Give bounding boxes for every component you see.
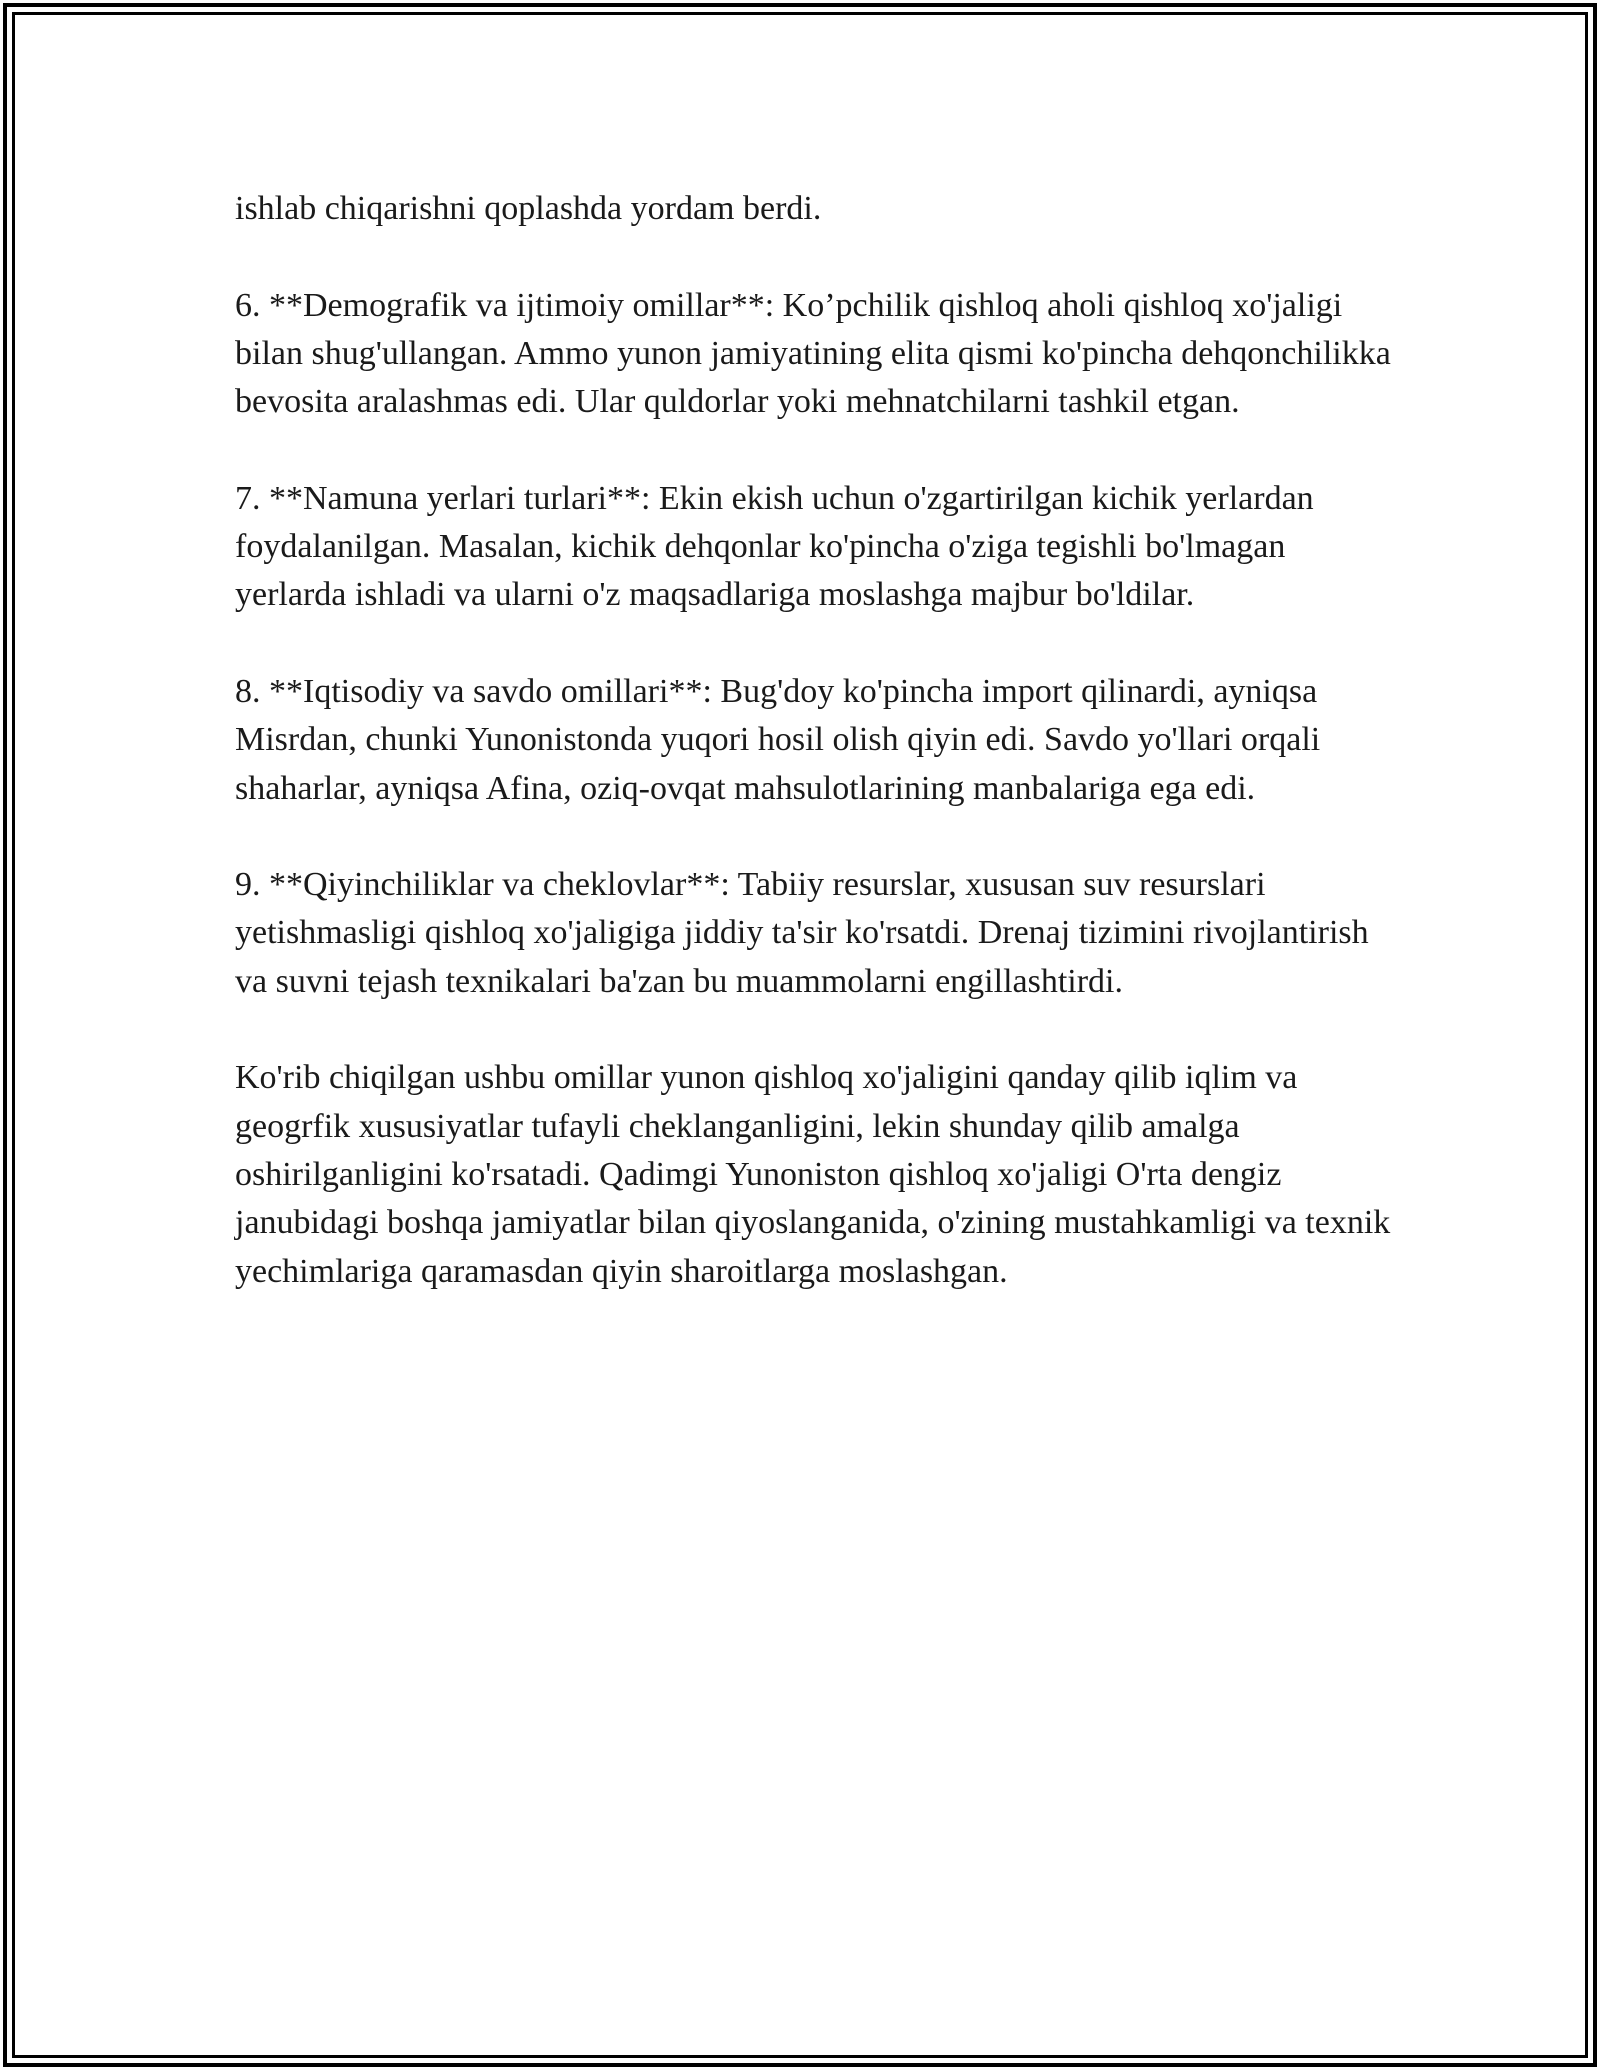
paragraph-continuation: ishlab chiqarishni qoplashda yordam berdi. — [235, 190, 822, 227]
paragraph-item-9: 9. **Qiyinchiliklar va cheklovlar**: Tabiiy resurslar, xususan suv resurslari yetishmasligi qishloq xo'jaligiga jiddiy ta'sir ko'rsatdi. Drenaj tizimini rivojlantirish va suvni tejash texnikalari ba'zan bu muammolarni engillashtirdi. — [235, 866, 1369, 1000]
paragraph-item-6: 6. **Demografik va ijtimoiy omillar**: Ko’pchilik qishloq aholi qishloq xo'jaligi bilan shug'ullangan. Ammo yunon jamiyatining elita qismi ko'pincha dehqonchilikka bevosita aralashmas edi. Ular quldorlar yoki mehnatchilarni tashkil etgan. — [235, 286, 1391, 421]
paragraph-conclusion: Ko'rib chiqilgan ushbu omillar yunon qishloq xo'jaligini qanday qilib iqlim va geogrfik xususiyatlar tufayli cheklanganligini, lekin shunday qilib amalga oshirilganligini ko'rsatadi. Qadimgi Yunoniston qishloq xo'jaligi O'rta dengiz janubidagi boshqa jamiyatlar bilan qiyoslanganida, o'zining mustahkamligi va texnik yechimlariga qaramasdan qiyin sharoitlarga moslashgan. — [235, 1059, 1391, 1290]
document-body — [235, 185, 1395, 1344]
paragraph-item-7: 7. **Namuna yerlari turlari**: Ekin ekish uchun o'zgartirilgan kichik yerlardan foydalanilgan. Masalan, kichik dehqonlar ko'pincha o'ziga tegishli bo'lmagan yerlarda ishladi va ularni o'z maqsadlariga moslashga majbur bo'ldilar. — [235, 479, 1314, 614]
paragraph-item-8: 8. **Iqtisodiy va savdo omillari**: Bug'doy ko'pincha import qilinardi, ayniqsa Misrdan, chunki Yunonistonda yuqori hosil olish qiyin edi. Savdo yo'llari orqali shaharlar, ayniqsa Afina, oziq-ovqat mahsulotlarining manbalariga ega edi. — [235, 672, 1321, 807]
